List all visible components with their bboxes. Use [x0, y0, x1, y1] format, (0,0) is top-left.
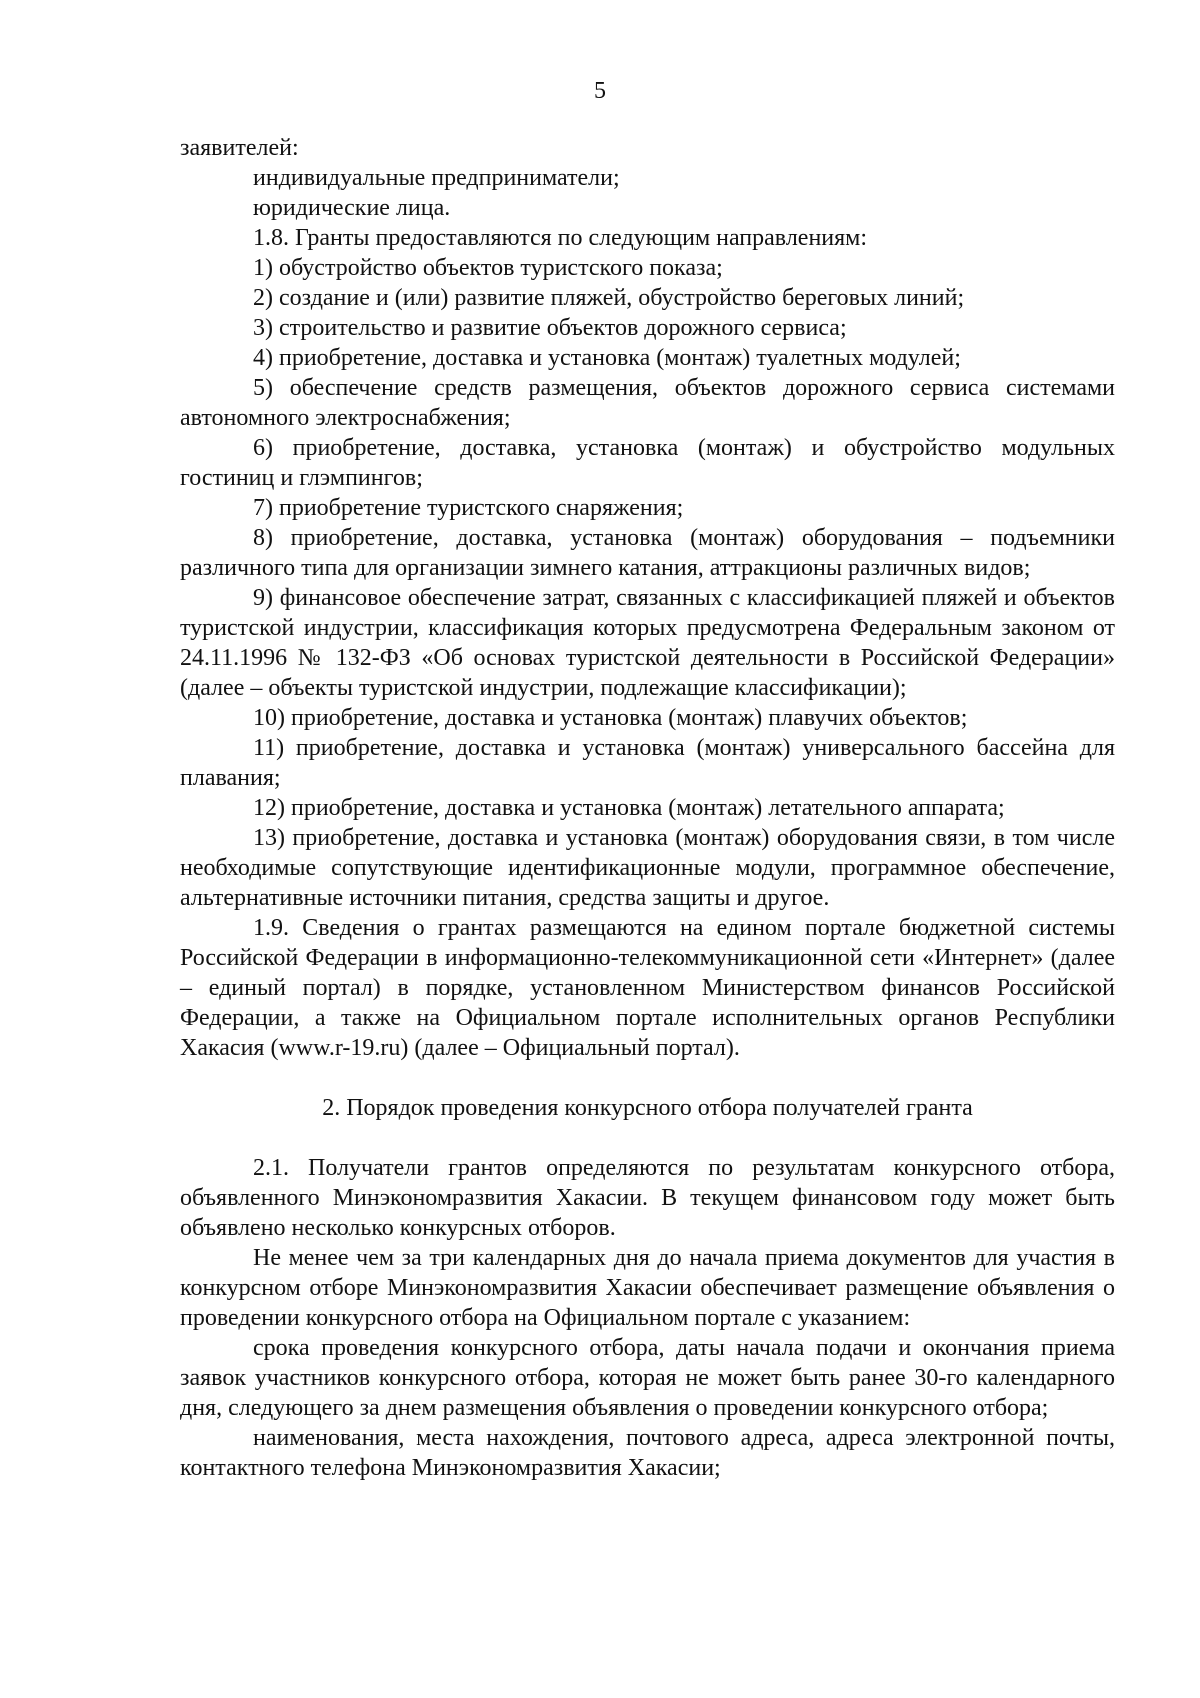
paragraph: 7) приобретение туристского снаряжения;: [253, 495, 684, 521]
paragraph: 1.8. Гранты предоставляются по следующим направлениям:: [253, 225, 868, 251]
paragraph: Не менее чем за три календарных дня до начала приема документов для участия в конкурсном отборе Минэкономразвития Хакасии обеспечивает размещение объявления о проведении конкурсного отбора на Официальном портале с указанием:: [180, 1245, 1115, 1331]
section-heading: 2. Порядок проведения конкурсного отбора получателей гранта: [322, 1095, 973, 1121]
paragraph: 2) создание и (или) развитие пляжей, обустройство береговых линий;: [253, 285, 965, 311]
paragraph: 5) обеспечение средств размещения, объектов дорожного сервиса системами автономного электроснабжения;: [180, 375, 1115, 431]
paragraph: 6) приобретение, доставка, установка (монтаж) и обустройство модульных гостиниц и глэмпингов;: [180, 435, 1115, 491]
paragraph: 3) строительство и развитие объектов дорожного сервиса;: [253, 315, 847, 341]
paragraph: 11) приобретение, доставка и установка (монтаж) универсального бассейна для плавания;: [180, 735, 1115, 791]
paragraph: 1) обустройство объектов туристского показа;: [253, 255, 723, 281]
paragraph: 4) приобретение, доставка и установка (монтаж) туалетных модулей;: [253, 345, 961, 371]
paragraph: наименования, места нахождения, почтового адреса, адреса электронной почты, контактного телефона Минэкономразвития Хакасии;: [180, 1425, 1115, 1481]
paragraph: 9) финансовое обеспечение затрат, связанных с классификацией пляжей и объектов туристской индустрии, классификация которых предусмотрена Федеральным законом от 24.11.1996 № 132-ФЗ «Об основах туристской деятельности в Российской Федерации» (далее – объекты туристской индустрии, подлежащие классификации);: [180, 585, 1115, 701]
paragraph: 12) приобретение, доставка и установка (монтаж) летательного аппарата;: [253, 795, 1005, 821]
paragraph: заявителей:: [180, 135, 299, 161]
paragraph: 2.1. Получатели грантов определяются по результатам конкурсного отбора, объявленного Минэкономразвития Хакасии. В текущем финансовом году может быть объявлено несколько конкурсных отборов.: [180, 1155, 1115, 1241]
paragraph: индивидуальные предприниматели;: [253, 165, 620, 191]
document-body: [180, 133, 1115, 1483]
paragraph: юридические лица.: [253, 195, 451, 221]
paragraph: 10) приобретение, доставка и установка (монтаж) плавучих объектов;: [253, 705, 968, 731]
paragraph: 8) приобретение, доставка, установка (монтаж) оборудования – подъемники различного типа для организации зимнего катания, аттракционы различных видов;: [180, 525, 1115, 581]
paragraph: 13) приобретение, доставка и установка (монтаж) оборудования связи, в том числе необходимые сопутствующие идентификационные модули, программное обеспечение, альтернативные источники питания, средства защиты и другое.: [180, 825, 1115, 911]
paragraph: срока проведения конкурсного отбора, даты начала подачи и окончания приема заявок участников конкурсного отбора, которая не может быть ранее 30-го календарного дня, следующего за днем размещения объявления о проведении конкурсного отбора;: [180, 1335, 1115, 1421]
page-number: 5: [594, 78, 606, 104]
paragraph: 1.9. Сведения о грантах размещаются на едином портале бюджетной системы Российской Федерации в информационно-телекоммуникационной сети «Интернет» (далее – единый портал) в порядке, установленном Министерством финансов Российской Федерации, а также на Официальном портале исполнительных органов Республики Хакасия (www.r-19.ru) (далее – Официальный портал).: [180, 915, 1115, 1061]
